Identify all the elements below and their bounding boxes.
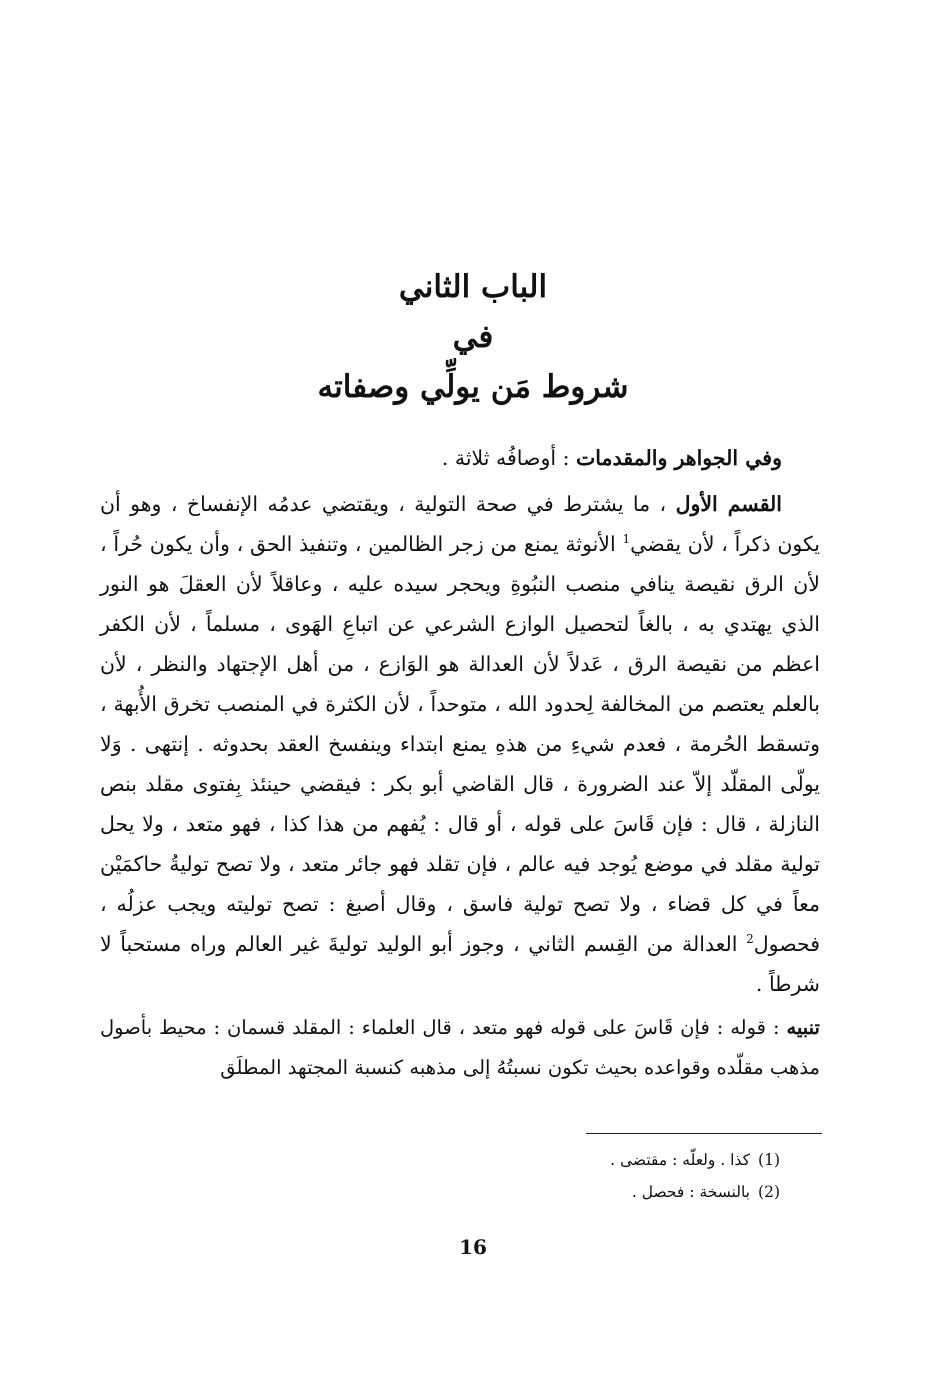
footnote-text-1: كذا . ولعلّه : مقتضى . [610,1151,750,1169]
footnote-reference-2: 2 [746,932,754,947]
chapter-title: الباب الثاني [398,269,548,305]
section-one-text-1: ، ما يشترط في صحة التولية ، ويقتضي عدمُه الإنفساخ ، وهو أن يكون ذكراً ، لأن يقضي [100,492,821,556]
chapter-title-connector: في [452,319,494,355]
chapter-heading [0,262,946,412]
footnote-2 [500,1176,780,1208]
footnote-marker-1: (1) [758,1151,780,1169]
section-one-paragraph [100,484,820,1004]
section-one-text-2: الأنوثة يمنع من زجر الظالمين ، وتنفيذ الحق ، وأن يكون حُراً ، لأن الرق نقيصة ينافي منصب النبُوةِ ويحجر سيده عليه ، وعاقلاً لأن العقلَ هو النور الذي يهتدي به ، بالغاً لتحصيل الوازع الشرعي عن اتباعِ الهَوى ، مسلماً ، لأن الكفر اعظم من نقيصة الرق ، عَدلاً لأن العدالة هو الوَازع ، من أهل الإجتهاد والنظر ، لأن بالعلم يعتصم من المخالفة لِحدود الله ، متوحداً ، لأن الكثرة في المنصب تخرق الأُبهة ، وتسقط الحُرمة ، فعدم شيءِ من هذهِ يمنع ابتداء وينفسخ العقد بحدوثه . إنتهى . وَلا يولّى المقلّد إلاّ عند الضرورة ، قال القاضي أبو بكر : فيقضي حينئذ بِفتوى مقلد بنص النازلة ، قال : فإن قَاسَ على قوله ، أو قال : يُفهم من هذا كذا ، فهو متعد ، ولا يحل تولية مقلد في موضع يُوجد فيه عالم ، فإن تقلد فهو جائر متعد ، ولا تصح توليةُ حاكمَيْن معاً في كل قضاء ، ولا تصح تولية فاسق ، وقال أصبغ : تصح توليته ويجب عزلُه ، فحصول [100,532,820,956]
chapter-subtitle: شروط مَن يولِّي وصفاته [317,369,629,405]
footnotes [500,1144,780,1208]
footnote-1 [500,1144,780,1176]
section-one-label: القسم الأول [675,492,782,516]
body-text [100,438,820,1088]
footnote-divider [586,1133,822,1134]
footnote-marker-2: (2) [758,1183,780,1201]
footnote-reference-1: 1 [622,532,631,547]
intro-source-label: وفي الجواهر والمقدمات [576,446,782,470]
note-text: : قوله : فإن قَاسَ على قوله فهو متعد ، قال العلماء : المقلد قسمان : محيط بأصول مذهب مقلّده وقواعده بحيث تكون نسبتُهُ إلى مذهبه كنسبة المجتهد المطلَق [100,1016,820,1079]
intro-text: : أوصافُه ثلاثة . [441,446,576,470]
footnote-text-2: بالنسخة : فحصل . [631,1183,750,1201]
note-label: تنبيه [786,1016,820,1039]
intro-paragraph [100,438,820,478]
page-number: 16 [459,1235,487,1259]
note-paragraph [100,1008,820,1088]
section-one-text-3: العدالة من القِسم الثاني ، وجوز أبو الوليد توليةَ غير العالم وراه مستحباً لا شرطاً . [100,932,820,996]
